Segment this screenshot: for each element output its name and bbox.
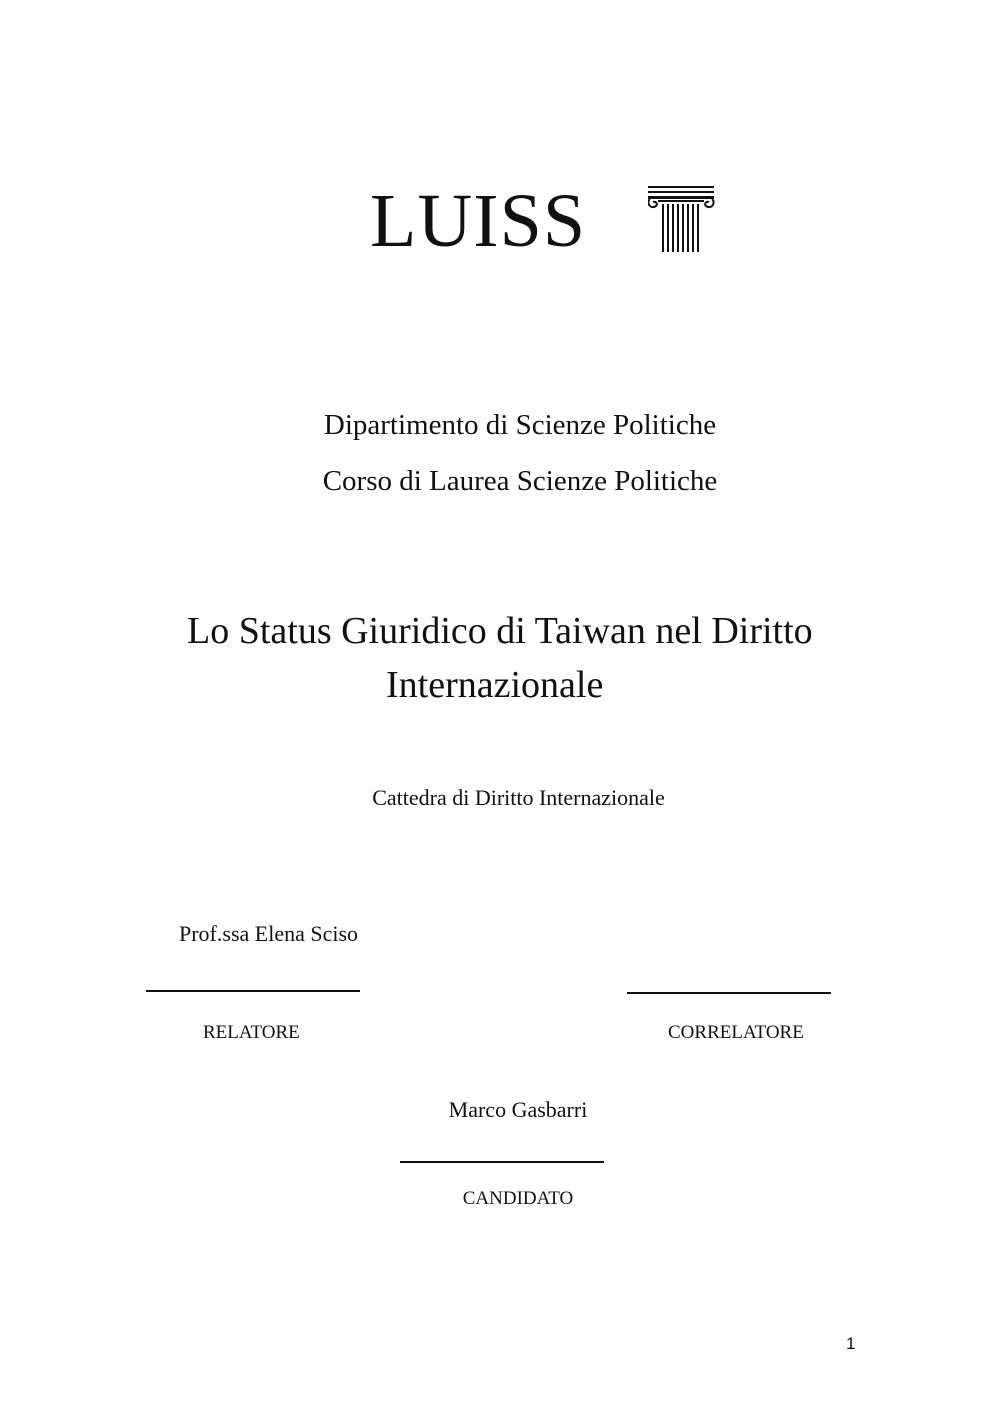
relatore-name: Prof.ssa Elena Sciso xyxy=(179,921,359,946)
university-logo xyxy=(370,178,730,268)
thesis-title-line-1: Lo Status Giuridico di Taiwan nel Diritto xyxy=(187,610,813,652)
relatore-label: RELATORE xyxy=(203,1022,300,1043)
column-icon xyxy=(648,186,718,254)
correlatore-label: CORRELATORE xyxy=(668,1022,804,1043)
candidate-label: CANDIDATO xyxy=(462,1188,574,1209)
course-name: Corso di Laurea Scienze Politiche xyxy=(322,465,718,497)
chair-name: Cattedra di Diritto Internazionale xyxy=(372,785,665,810)
thesis-title-line-2: Internazionale xyxy=(386,664,604,706)
relatore-signature-line xyxy=(146,990,360,992)
candidate-signature-line xyxy=(400,1161,604,1163)
department-name: Dipartimento di Scienze Politiche xyxy=(323,409,717,441)
logo-text: LUISS xyxy=(370,179,587,263)
correlatore-signature-line xyxy=(627,992,831,994)
page-number: 1 xyxy=(846,1334,856,1353)
candidate-name: Marco Gasbarri xyxy=(448,1097,588,1122)
